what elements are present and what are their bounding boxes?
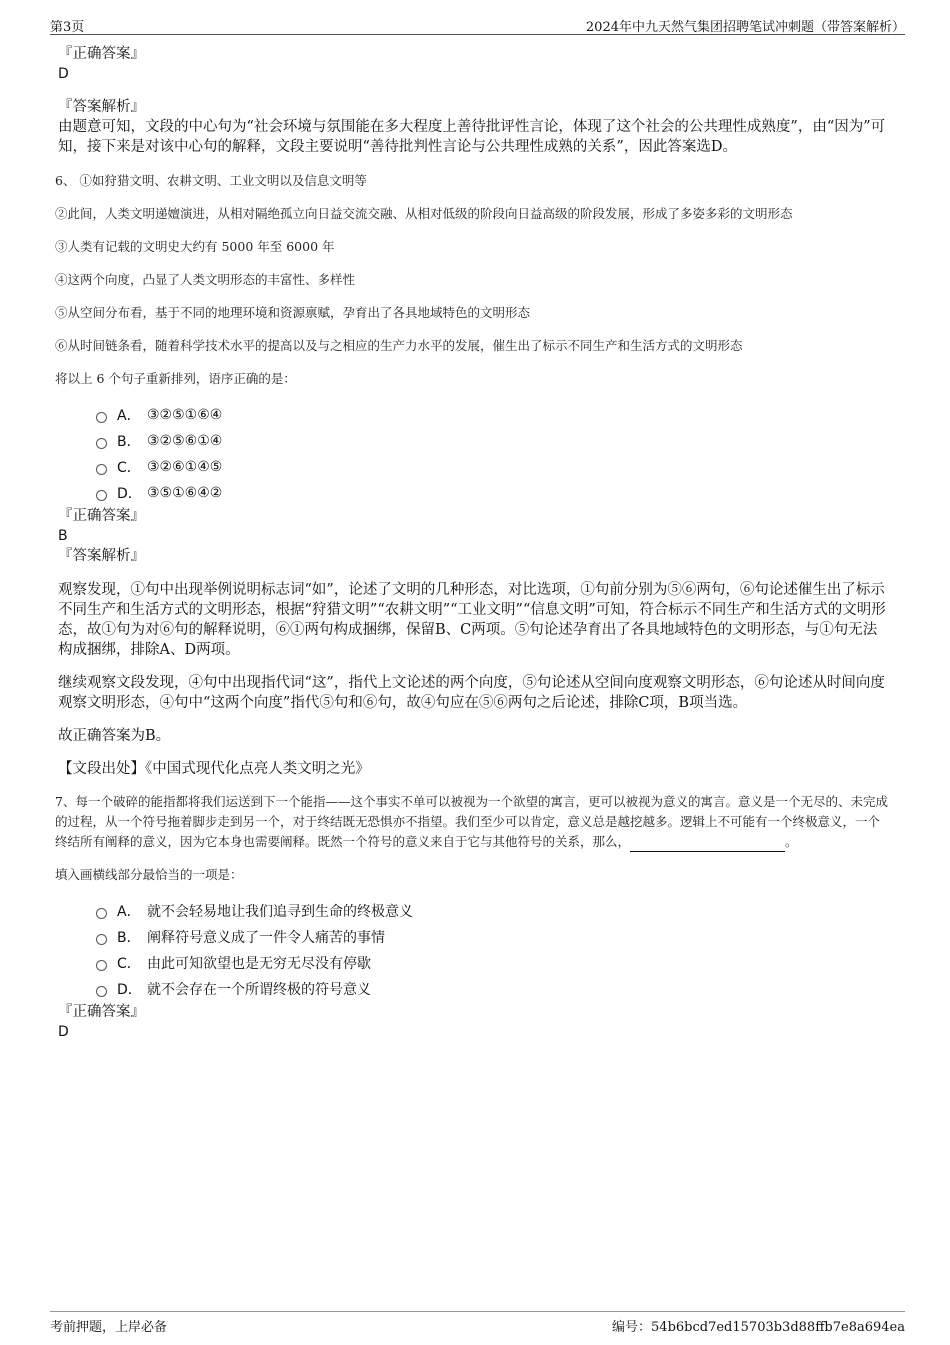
- radio-button[interactable]: [96, 960, 107, 971]
- q6-source: 【文段出处】《中国式现代化点亮人类文明之光》: [58, 761, 370, 777]
- q7-option-b[interactable]: B． 阐释符号意义成了一件令人痛苦的事情: [96, 924, 890, 950]
- page-number: 第3页: [50, 20, 85, 35]
- main-content: [55, 44, 890, 1042]
- q6-question: 将以上 6 个句子重新排列，语序正确的是：: [55, 371, 296, 386]
- q6-sentence-1: 6、 ①如狩猎文明、农耕文明、工业文明以及信息文明等: [55, 173, 367, 188]
- q5-answer-title: 『正确答案』: [58, 46, 145, 62]
- q5-answer: D: [58, 66, 69, 82]
- q7-stem: 7、每一个破碎的能指都将我们运送到下一个能指——这个事实不单可以被视为一个欲望的寓言，更可以被视为意义的寓言。意义是一个无尽的、未完成的过程，从一个符号拖着脚步走到另一个，对于终结既无恐惧亦不指望。我们至少可以肯定，意义总是越挖越多。逻辑上不可能有一个终极意义，一个终结所有阐释的意义，因为它本身也需要阐释。既然一个符号的意义来自于它与其他符号的关系，那么， 。: [55, 792, 890, 852]
- radio-button[interactable]: [96, 464, 107, 475]
- radio-button[interactable]: [96, 986, 107, 997]
- q6-option-b[interactable]: B． ③②⑤⑥①④: [96, 428, 890, 454]
- q6-options: [96, 402, 890, 506]
- q6-sentence-5: ⑤从空间分布看，基于不同的地理环境和资源禀赋，孕育出了各具地域特色的文明形态: [55, 305, 531, 320]
- q6-answer-title: 『正确答案』: [58, 508, 145, 524]
- q6-option-a[interactable]: A． ③②⑤①⑥④: [96, 402, 890, 428]
- q6-sentence-4: ④这两个向度，凸显了人类文明形态的丰富性、多样性: [55, 272, 356, 287]
- radio-button[interactable]: [96, 438, 107, 449]
- q6-option-d[interactable]: D． ③⑤①⑥④②: [96, 480, 890, 506]
- q6-sentence-2: ②此间，人类文明递嬗演进，从相对隔绝孤立向日益交流交融、从相对低级的阶段向日益高级的阶段发展，形成了多姿多彩的文明形态: [55, 206, 793, 221]
- q6-sentence-6: ⑥从时间链条看，随着科学技术水平的提高以及与之相应的生产力水平的发展，催生出了标示不同生产和生活方式的文明形态: [55, 338, 743, 353]
- q7-options: [96, 898, 890, 1002]
- q7-option-d[interactable]: D． 就不会存在一个所谓终极的符号意义: [96, 976, 890, 1002]
- q7-answer-title: 『正确答案』: [58, 1004, 145, 1020]
- q6-option-c[interactable]: C． ③②⑥①④⑤: [96, 454, 890, 480]
- q7-answer: D: [58, 1024, 69, 1040]
- fill-blank: [630, 837, 785, 852]
- radio-button[interactable]: [96, 934, 107, 945]
- q7-option-a[interactable]: A． 就不会轻易地让我们追寻到生命的终极意义: [96, 898, 890, 924]
- radio-button[interactable]: [96, 490, 107, 501]
- q6-analysis-p1: 观察发现，①句中出现举例说明标志词“如”，论述了文明的几种形态，对比选项，①句前分别为⑤⑥两句，⑥句论述催生出了标示不同生产和生活方式的文明形态，根据“狩猎文明”“农耕文明”“工业文明”“信息文明”可知，符合标示不同生产和生活方式的文明形态，故①句为对⑥句的解释说明，⑥①两句构成捆绑，保留B、C两项。⑤句论述孕育出了各具地域特色的文明形态，与①句无法构成捆绑，排除A、D两项。: [58, 582, 886, 658]
- q6-analysis-title: 『答案解析』: [58, 548, 145, 564]
- q6-sentence-3: ③人类有记载的文明史大约有 5000 年至 6000 年: [55, 239, 335, 254]
- document-code: 编号：54b6bcd7ed15703b3d88ffb7e8a694ea: [612, 1320, 905, 1335]
- document-title: 2024年中九天然气集团招聘笔试冲刺题（带答案解析）: [585, 20, 905, 35]
- page-header: [50, 14, 905, 35]
- q5-analysis: 由题意可知，文段的中心句为“社会环境与氛围能在多大程度上善待批评性言论，体现了这个社会的公共理性成熟度”，由“因为”可知，接下来是对该中心句的解释，文段主要说明“善待批判性言论与公共理性成熟的关系”，因此答案选D。: [58, 119, 886, 155]
- q6-answer: B: [58, 528, 68, 544]
- page-footer: [50, 1311, 905, 1336]
- radio-button[interactable]: [96, 412, 107, 423]
- footer-slogan: 考前押题，上岸必备: [50, 1320, 168, 1335]
- q6-analysis-p3: 故正确答案为B。: [58, 728, 171, 744]
- q7-question: 填入画横线部分最恰当的一项是：: [55, 867, 243, 882]
- q6-analysis-p2: 继续观察文段发现，④句中出现指代词“这”，指代上文论述的两个向度，⑤句论述从空间向度观察文明形态，⑥句论述从时间向度观察文明形态，④句中“这两个向度”指代⑤句和⑥句，故④句应在⑤⑥两句之后论述，排除C项，B项当选。: [58, 675, 885, 711]
- q7-option-c[interactable]: C． 由此可知欲望也是无穷无尽没有停歇: [96, 950, 890, 976]
- radio-button[interactable]: [96, 908, 107, 919]
- q5-analysis-title: 『答案解析』: [58, 99, 145, 115]
